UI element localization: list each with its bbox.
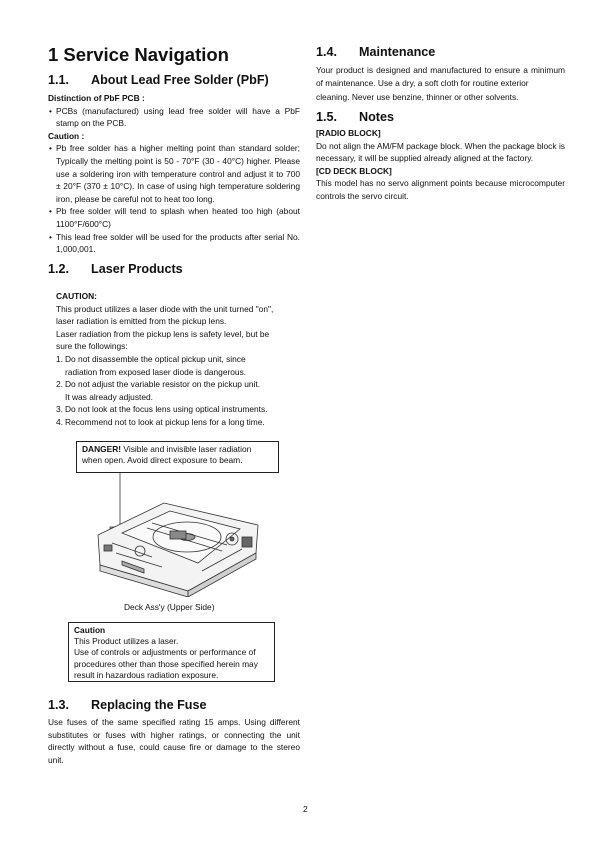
- list-item: [56, 378, 296, 403]
- item-number: 2.: [56, 379, 63, 390]
- fuse-text: Use fuses of the same specified rating 15 amps. Using different substitutes or fuses with higher ratings, or connecting the unit directly without a fuse, could cause fire or damage to the stereo unit.: [48, 717, 300, 765]
- laser-caution-block: [56, 290, 296, 429]
- danger-text: when open. Avoid direct exposure to beam.: [82, 455, 243, 466]
- caution-box-line: result in hazardous radiation exposure.: [74, 669, 219, 680]
- section-title: Replacing the Fuse: [91, 698, 207, 712]
- distinction-label: Distinction of PbF PCB :: [48, 93, 145, 103]
- item-number: 1.: [56, 353, 63, 364]
- caution-box-line: Use of controls or adjustments or performance of: [74, 647, 256, 658]
- section-1-3-heading: [48, 698, 206, 712]
- caution-box-title: Caution: [74, 625, 106, 635]
- item-text: radiation from exposed laser diode is dangerous.: [65, 366, 247, 377]
- radio-block-text: Do not align the AM/FM package block. When the package block is necessary, it will be supplied already aligned at the factory.: [316, 140, 565, 164]
- section-title: Notes: [359, 110, 394, 124]
- list-item: [56, 353, 296, 378]
- section-1-1-body: [48, 92, 300, 256]
- figure-caption: Deck Ass'y (Upper Side): [124, 602, 215, 612]
- section-number: 1.1.: [48, 73, 70, 87]
- section-1-1-heading: [48, 73, 269, 87]
- caution-box-line: procedures other than those specified herein may: [74, 658, 258, 669]
- section-number: 1.2.: [48, 262, 70, 276]
- laser-intro-line: Laser radiation from the pickup lens is safety level, but be: [56, 328, 270, 339]
- list-item: [56, 416, 296, 429]
- section-title: About Lead Free Solder (PbF): [91, 73, 269, 87]
- cd-deck-block-text: This model has no servo alignment points because microcomputer controls the servo circuit.: [316, 178, 565, 201]
- maintenance-text-2: cleaning. Never use benzine, thinner or other solvents.: [316, 92, 519, 102]
- section-1-2-heading: [48, 262, 183, 276]
- caution-box: [68, 622, 275, 682]
- item-text: Do not disassemble the optical pickup unit, since: [65, 353, 246, 364]
- item-text: Do not look at the focus lens using optical instruments.: [65, 404, 268, 415]
- caution-label: Caution :: [48, 130, 85, 141]
- danger-text: Visible and invisible laser radiation: [123, 444, 252, 454]
- maintenance-text-1: Your product is designed and manufactured to ensure a minimum of maintenance. Use a dry, a soft cloth for routine exterior: [316, 65, 565, 88]
- section-title: Laser Products: [91, 262, 183, 276]
- section-number: 1.5.: [316, 110, 338, 124]
- notes-body: [316, 127, 565, 203]
- list-item: • This lead free solder will be used for the products after serial No. 1,000,001.: [48, 231, 300, 256]
- danger-box: [76, 441, 279, 473]
- item-number: 4.: [56, 416, 63, 427]
- item-text: Recommend not to look at pickup lens for a long time.: [65, 416, 265, 427]
- section-title: Maintenance: [359, 45, 436, 59]
- caution-list: [48, 142, 300, 255]
- section-1-4-heading: [316, 45, 435, 59]
- laser-intro-line: laser radiation is emitted from the pickup lens.: [56, 316, 227, 327]
- item-number: 3.: [56, 404, 63, 415]
- laser-caution-label: CAUTION:: [56, 291, 97, 301]
- list-item: • PCBs (manufactured) using lead free solder will have a PbF stamp on the PCB.: [48, 105, 300, 130]
- laser-intro-line: sure the followings:: [56, 341, 128, 352]
- laser-rules-list: [56, 353, 296, 429]
- caution-box-line: This Product utilizes a laser.: [74, 636, 179, 647]
- list-item: • Pb free solder will tend to splash when heated too high (about 1100°F/600°C): [48, 205, 300, 230]
- page-number: 2: [303, 804, 308, 814]
- item-text: Do not adjust the variable resistor on the pickup unit.: [65, 379, 261, 390]
- laser-intro-line: This product utilizes a laser diode with the unit turned "on",: [56, 303, 274, 314]
- section-number: 1.4.: [316, 45, 338, 59]
- list-item: [56, 403, 296, 416]
- danger-label: DANGER!: [82, 444, 122, 454]
- radio-block-label: [RADIO BLOCK]: [316, 128, 381, 138]
- page-title: 1 Service Navigation: [48, 44, 229, 65]
- list-item: • Pb free solder has a higher melting point than standard solder; Typically the melting point is 50 - 70°F (30 - 40°C) higher. Please use a soldering iron with temperature control and adjust it to 700 ± 20°F (370 ± 10°C). In case of using high temperature soldering iron, please be careful not to heat too long.: [48, 142, 300, 205]
- cd-deck-block-label: [CD DECK BLOCK]: [316, 165, 392, 176]
- deck-illustration: [92, 473, 264, 597]
- distinction-list: [48, 105, 300, 130]
- item-text: It was already adjusted.: [65, 391, 153, 402]
- section-1-5-heading: [316, 110, 394, 124]
- section-number: 1.3.: [48, 698, 70, 712]
